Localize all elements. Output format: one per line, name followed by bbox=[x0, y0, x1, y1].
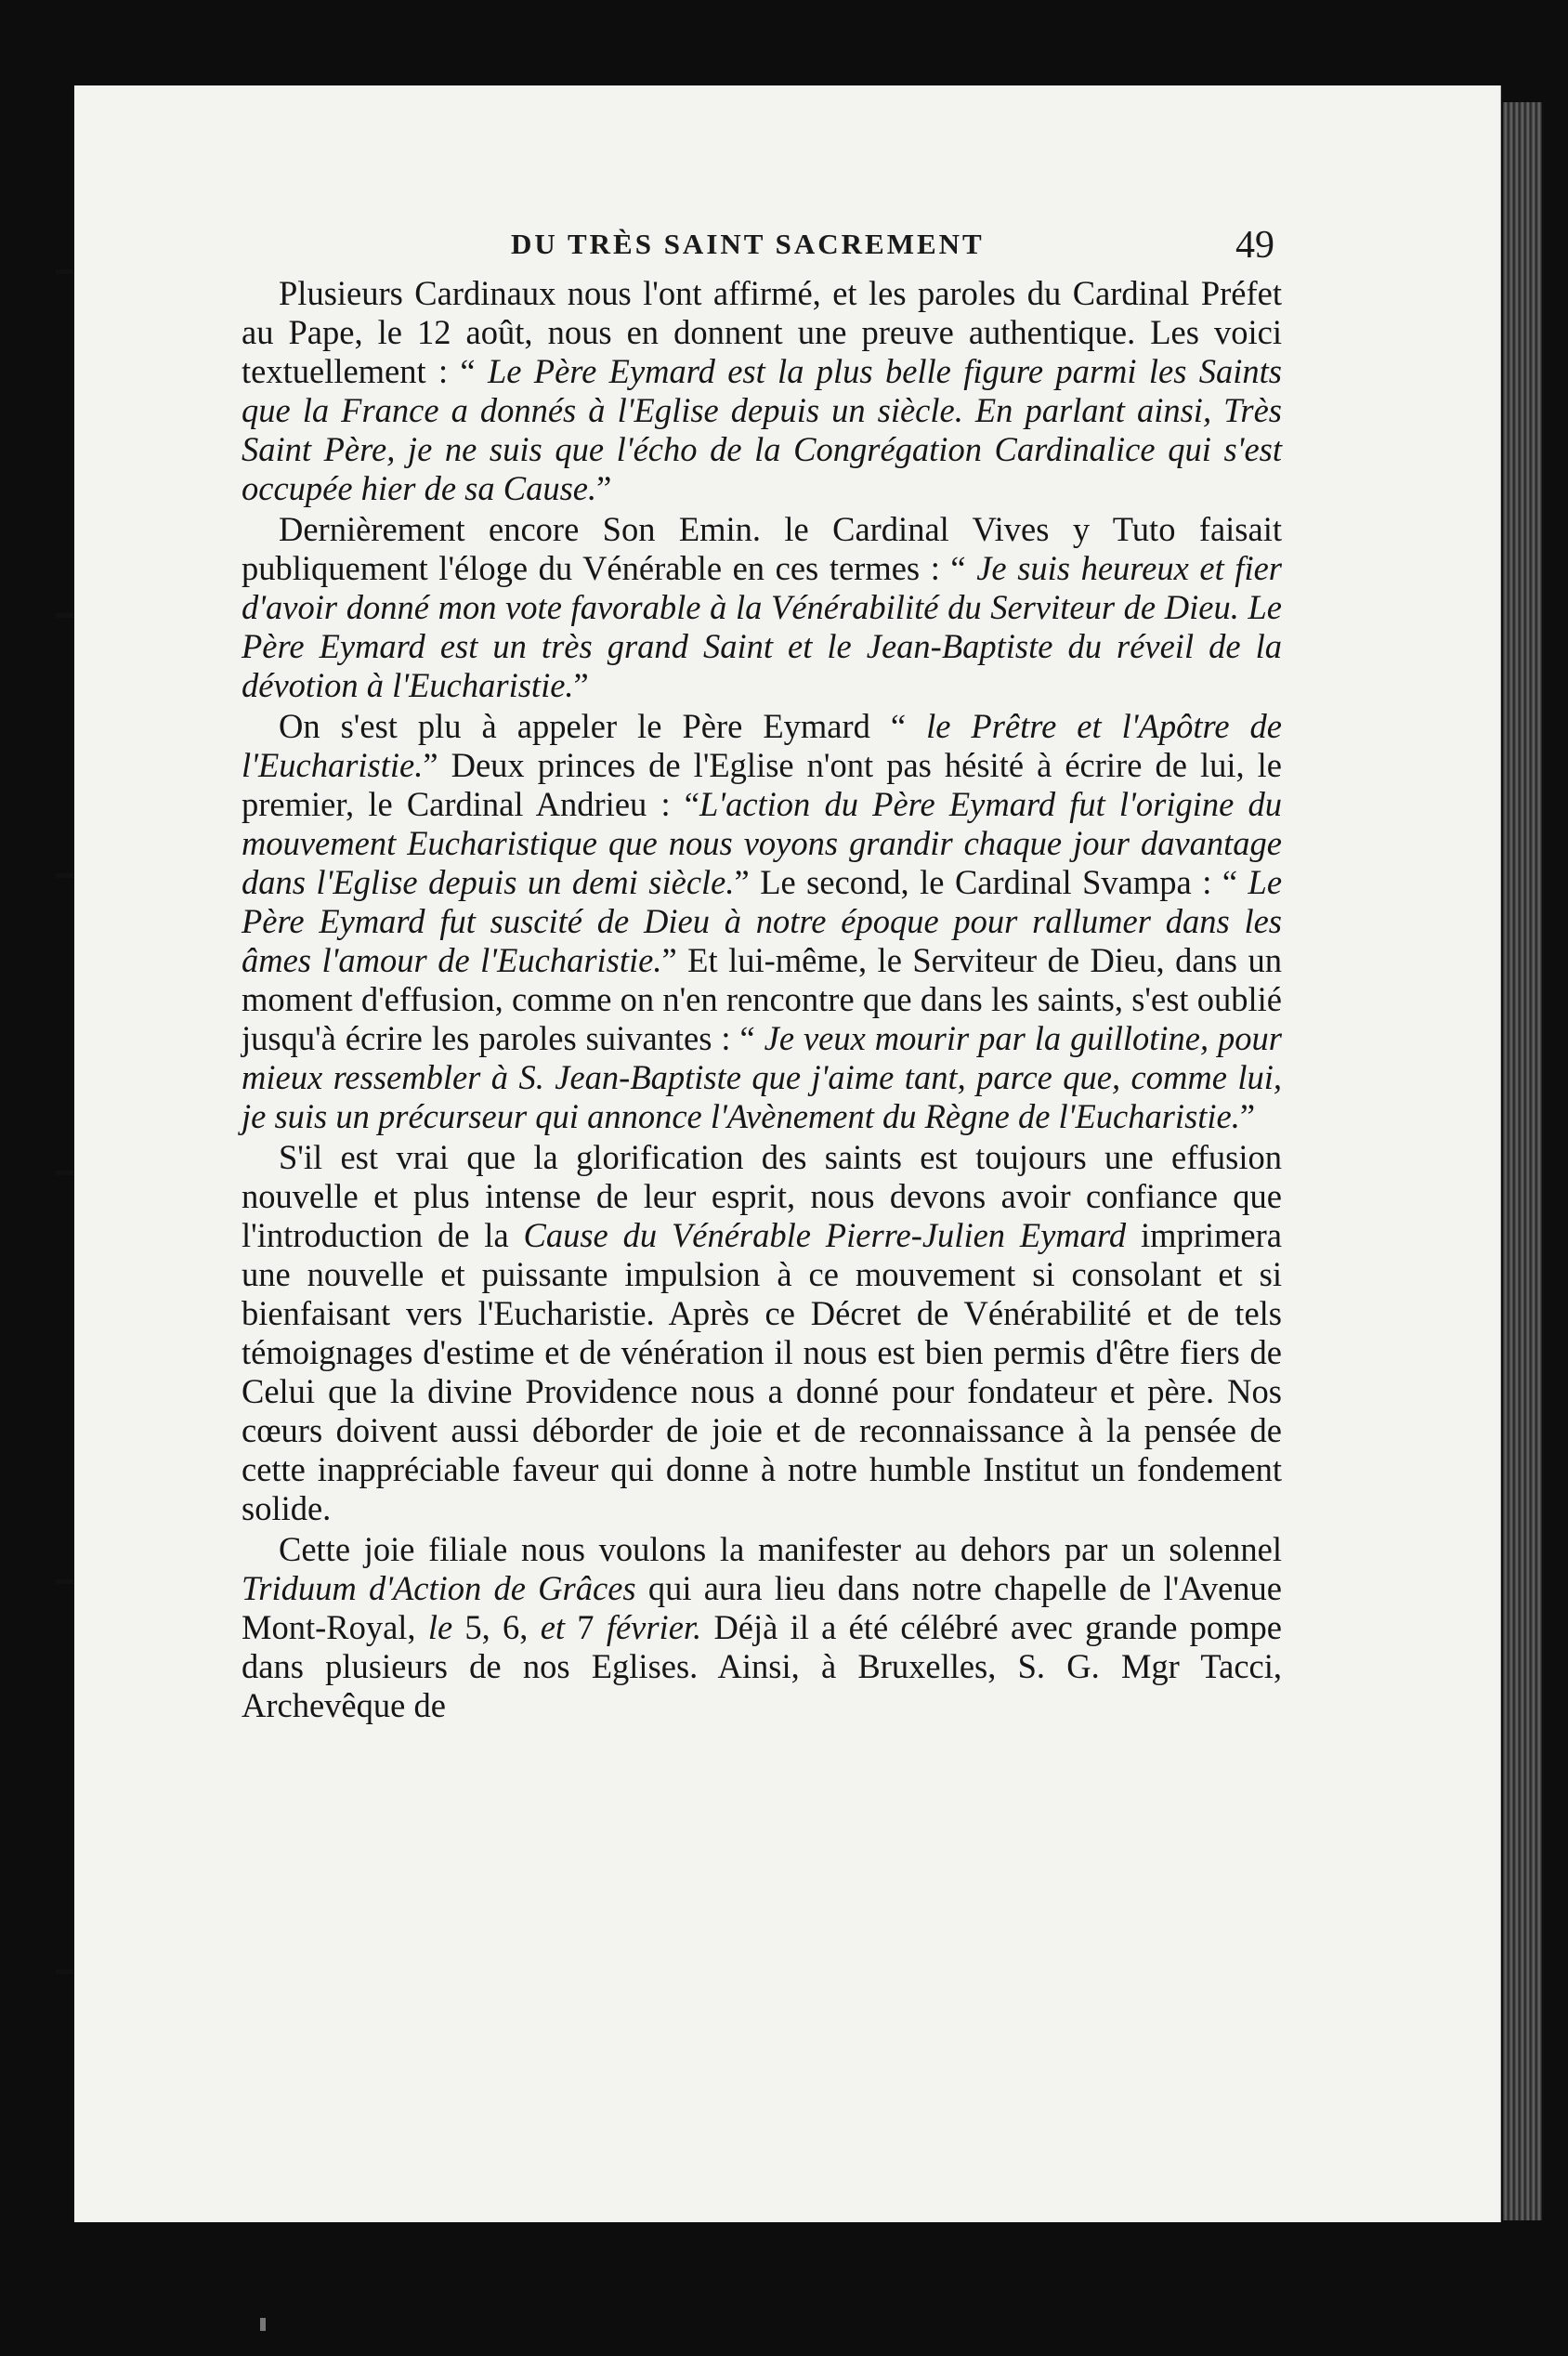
text-run: On s'est plu à appeler le Père Eymard “ bbox=[279, 707, 927, 745]
text-run: ” bbox=[1239, 1097, 1256, 1135]
paragraph bbox=[242, 1530, 1282, 1725]
quotation: le Prêtre et l'Apôtre de l'Eucharistie. bbox=[242, 707, 1282, 784]
text-run: ” Le second, le Cardinal Svampa : “ bbox=[734, 863, 1248, 901]
text-run: S'il est vrai que la glorification des saints est toujours une effusion nouvelle et plus intense de leur esprit, nous devons avoir confiance que l'introduction de la bbox=[242, 1138, 1282, 1254]
emphasis: février. bbox=[606, 1608, 702, 1646]
text-run: imprimera une nouvelle et puissante impulsion à ce mouvement si consolant et si bienfaisant vers l'Eucharistie. Après ce Décret de Vénérabilité et de tels témoignages d'estime et de vénération il nous est bien permis d'être fiers de Celui que la divine Providence nous a donné pour fondateur et père. Nos cœurs doivent aussi déborder de joie et de reconnaissance à la pensée de cette inappréciable faveur qui donne à notre humble Institut un fondement solide. bbox=[242, 1216, 1282, 1527]
emphasis: le bbox=[427, 1608, 453, 1646]
scan-speck bbox=[260, 2318, 266, 2331]
emphasis: Cause du Vénérable Pierre-Julien Eymard bbox=[523, 1216, 1127, 1254]
text-run: 5, 6, bbox=[452, 1608, 541, 1646]
emphasis: et bbox=[540, 1608, 566, 1646]
text-run: qui aura lieu dans notre chapelle de l'Avenue Mont-Royal, bbox=[242, 1569, 1282, 1646]
quotation: Je veux mourir par la guillotine, pour mieux ressembler à S. Jean-Baptiste que j'aime tant, parce que, comme lui, je suis un précurseur qui annonce l'Avènement du Règne de l'Eucharistie. bbox=[242, 1019, 1282, 1135]
running-head: DU TRÈS SAINT SACREMENT bbox=[511, 228, 985, 260]
paragraph bbox=[242, 707, 1282, 1136]
text-run: Plusieurs Cardinaux nous l'ont affirmé, et les paroles du Cardinal Préfet au Pape, le 12 août, nous en donnent une preuve authentique. Les voici textuellement : “ bbox=[242, 274, 1282, 390]
emphasis: Triduum d'Action de Grâces bbox=[242, 1569, 636, 1607]
text-run: ” bbox=[596, 469, 612, 507]
quotation: Le Père Eymard est la plus belle figure parmi les Saints que la France a donnés à l'Eglise depuis un siècle. En parlant ainsi, Très Saint Père, je ne suis que l'écho de la Congrégation Cardinalice qui s'est occupée hier de sa Cause. bbox=[242, 352, 1282, 507]
paragraph bbox=[242, 1138, 1282, 1528]
page-edges bbox=[1503, 102, 1542, 2220]
text-run: ” Deux princes de l'Eglise n'ont pas hésité à écrire de lui, le premier, le Cardinal Andrieu : “ bbox=[242, 746, 1282, 823]
text-run: ” Et lui-même, le Serviteur de Dieu, dans un moment d'effusion, comme on n'en rencontre que dans les saints, s'est oublié jusqu'à écrire les paroles suivantes : “ bbox=[242, 941, 1282, 1057]
quotation: Je suis heureux et fier d'avoir donné mon vote favorable à la Vénérabilité du Serviteur de Dieu. Le Père Eymard est un très grand Saint et le Jean-Baptiste du réveil de la dévotion à l'Eucharistie. bbox=[242, 549, 1282, 704]
body-text bbox=[242, 274, 1282, 1727]
paragraph bbox=[242, 274, 1282, 508]
quotation: Le Père Eymard fut suscité de Dieu à notre époque pour rallumer dans les âmes l'amour de l'Eucharistie. bbox=[242, 863, 1283, 979]
text-run: Dernièrement encore Son Emin. le Cardinal Vives y Tuto faisait publiquement l'éloge du Vénérable en ces termes : “ bbox=[242, 510, 1282, 587]
paragraph bbox=[242, 510, 1282, 705]
text-run: ” bbox=[573, 666, 589, 704]
page-number: 49 bbox=[1235, 224, 1274, 267]
text-run: Cette joie filiale nous voulons la manifester au dehors par un solennel bbox=[279, 1530, 1282, 1568]
text-run: 7 bbox=[565, 1608, 607, 1646]
quotation: L'action du Père Eymard fut l'origine du mouvement Eucharistique que nous voyons grandir chaque jour davantage dans l'Eglise depuis un demi siècle. bbox=[242, 785, 1282, 901]
text-run: Déjà il a été célébré avec grande pompe dans plusieurs de nos Eglises. Ainsi, à Bruxelles, S. G. Mgr Tacci, Archevêque de bbox=[242, 1608, 1283, 1724]
